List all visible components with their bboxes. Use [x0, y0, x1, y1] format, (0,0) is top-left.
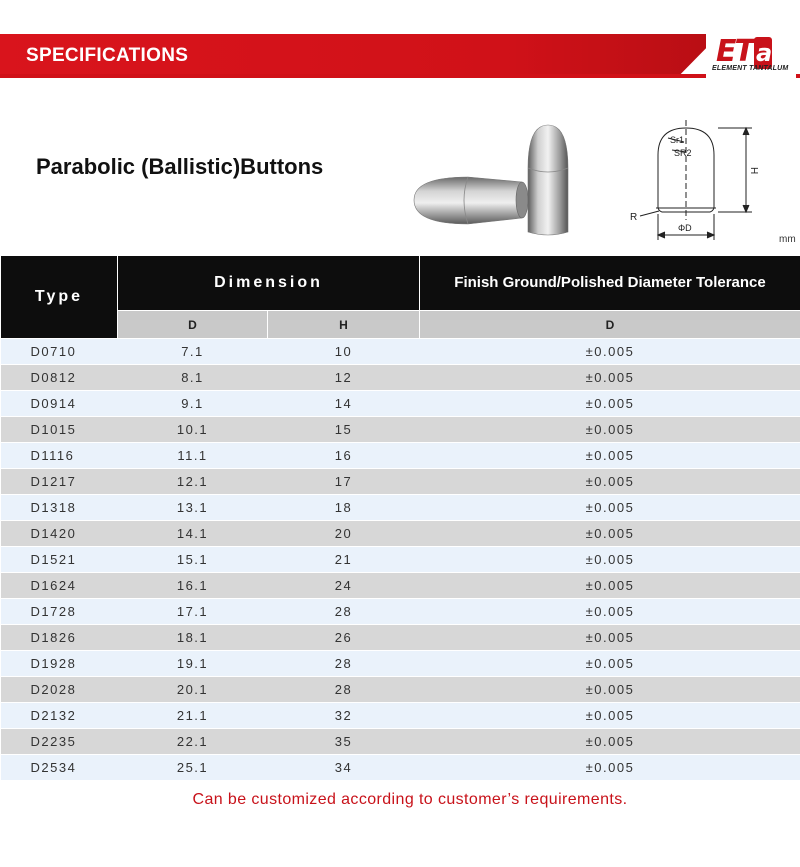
cell-tolerance: ±0.005: [420, 469, 800, 495]
table-row: [1, 339, 800, 365]
cell-type: D1015: [1, 417, 118, 443]
subheader-h: H: [268, 311, 420, 339]
cell-h: 32: [268, 703, 420, 729]
cell-d: 9.1: [118, 391, 268, 417]
cell-type: D1116: [1, 443, 118, 469]
table-row: [1, 651, 800, 677]
cell-tolerance: ±0.005: [420, 755, 800, 781]
cell-tolerance: ±0.005: [420, 365, 800, 391]
cell-tolerance: ±0.005: [420, 703, 800, 729]
col-header-dimension: Dimension: [118, 256, 420, 311]
product-title: Parabolic (Ballistic)Buttons: [36, 154, 324, 179]
cell-d: 10.1: [118, 417, 268, 443]
cell-d: 19.1: [118, 651, 268, 677]
cell-d: 22.1: [118, 729, 268, 755]
cell-type: D0812: [1, 365, 118, 391]
cell-d: 17.1: [118, 599, 268, 625]
table-row: [1, 417, 800, 443]
col-header-finish: Finish Ground/Polished Diameter Tolerance: [420, 256, 800, 311]
cell-type: D1318: [1, 495, 118, 521]
table-row: [1, 677, 800, 703]
table-row: [1, 755, 800, 781]
cell-type: D1624: [1, 573, 118, 599]
table-row: [1, 391, 800, 417]
cell-d: 25.1: [118, 755, 268, 781]
cell-tolerance: ±0.005: [420, 443, 800, 469]
table-body: [1, 339, 800, 781]
cell-type: D1217: [1, 469, 118, 495]
cell-d: 12.1: [118, 469, 268, 495]
cell-d: 15.1: [118, 547, 268, 573]
label-sr2: SR2: [674, 148, 692, 158]
cell-tolerance: ±0.005: [420, 599, 800, 625]
cell-d: 14.1: [118, 521, 268, 547]
cell-h: 34: [268, 755, 420, 781]
cell-h: 28: [268, 677, 420, 703]
unit-label: mm: [779, 234, 796, 245]
cell-h: 24: [268, 573, 420, 599]
lying-button: [414, 177, 525, 224]
cell-h: 35: [268, 729, 420, 755]
subheader-d: D: [118, 311, 268, 339]
cell-type: D0914: [1, 391, 118, 417]
cell-h: 26: [268, 625, 420, 651]
cell-tolerance: ±0.005: [420, 495, 800, 521]
cell-h: 12: [268, 365, 420, 391]
page-title: SPECIFICATIONS: [26, 45, 189, 66]
cell-h: 15: [268, 417, 420, 443]
cell-tolerance: ±0.005: [420, 573, 800, 599]
label-sr1: Sr1: [670, 135, 685, 145]
cell-h: 17: [268, 469, 420, 495]
cell-type: D1826: [1, 625, 118, 651]
table-row: [1, 729, 800, 755]
cell-d: 8.1: [118, 365, 268, 391]
table-row: [1, 365, 800, 391]
product-photo: [400, 120, 600, 245]
header-banner: [0, 34, 800, 78]
table-row: [1, 521, 800, 547]
label-h: H: [748, 167, 759, 175]
cell-h: 14: [268, 391, 420, 417]
table-row: [1, 703, 800, 729]
cell-tolerance: ±0.005: [420, 547, 800, 573]
cell-h: 28: [268, 651, 420, 677]
cell-h: 21: [268, 547, 420, 573]
cell-h: 18: [268, 495, 420, 521]
cell-d: 21.1: [118, 703, 268, 729]
cell-h: 16: [268, 443, 420, 469]
table-row: [1, 469, 800, 495]
brand-logo: [706, 34, 796, 78]
table-row: [1, 599, 800, 625]
cell-type: D1420: [1, 521, 118, 547]
subheader-tolerance: D: [420, 311, 800, 339]
table-row: [1, 547, 800, 573]
cell-tolerance: ±0.005: [420, 391, 800, 417]
cell-tolerance: ±0.005: [420, 339, 800, 365]
cell-type: D0710: [1, 339, 118, 365]
cell-type: D2132: [1, 703, 118, 729]
table-row: [1, 573, 800, 599]
logo-mark: ET a: [716, 34, 771, 69]
cell-d: 7.1: [118, 339, 268, 365]
cell-tolerance: ±0.005: [420, 521, 800, 547]
cell-type: D1521: [1, 547, 118, 573]
cell-tolerance: ±0.005: [420, 651, 800, 677]
cell-tolerance: ±0.005: [420, 677, 800, 703]
label-r: R: [630, 212, 638, 223]
cell-d: 18.1: [118, 625, 268, 651]
cell-h: 20: [268, 521, 420, 547]
cell-tolerance: ±0.005: [420, 729, 800, 755]
cell-tolerance: ±0.005: [420, 625, 800, 651]
spec-table: [0, 255, 800, 781]
cell-type: D1928: [1, 651, 118, 677]
logo-text: ELEMENT TANTALUM: [712, 65, 789, 72]
table-row: [1, 625, 800, 651]
cell-tolerance: ±0.005: [420, 417, 800, 443]
upright-button: [528, 125, 568, 235]
cell-d: 11.1: [118, 443, 268, 469]
technical-diagram: [626, 110, 786, 245]
col-header-type: Type: [1, 256, 118, 339]
cell-h: 10: [268, 339, 420, 365]
label-d: ΦD: [678, 223, 692, 233]
cell-type: D2028: [1, 677, 118, 703]
table-row: [1, 443, 800, 469]
cell-type: D1728: [1, 599, 118, 625]
footnote: Can be customized according to customer’s requirements.: [192, 791, 628, 808]
cell-type: D2534: [1, 755, 118, 781]
cell-d: 20.1: [118, 677, 268, 703]
table-row: [1, 495, 800, 521]
cell-h: 28: [268, 599, 420, 625]
cell-d: 13.1: [118, 495, 268, 521]
cell-d: 16.1: [118, 573, 268, 599]
cell-type: D2235: [1, 729, 118, 755]
